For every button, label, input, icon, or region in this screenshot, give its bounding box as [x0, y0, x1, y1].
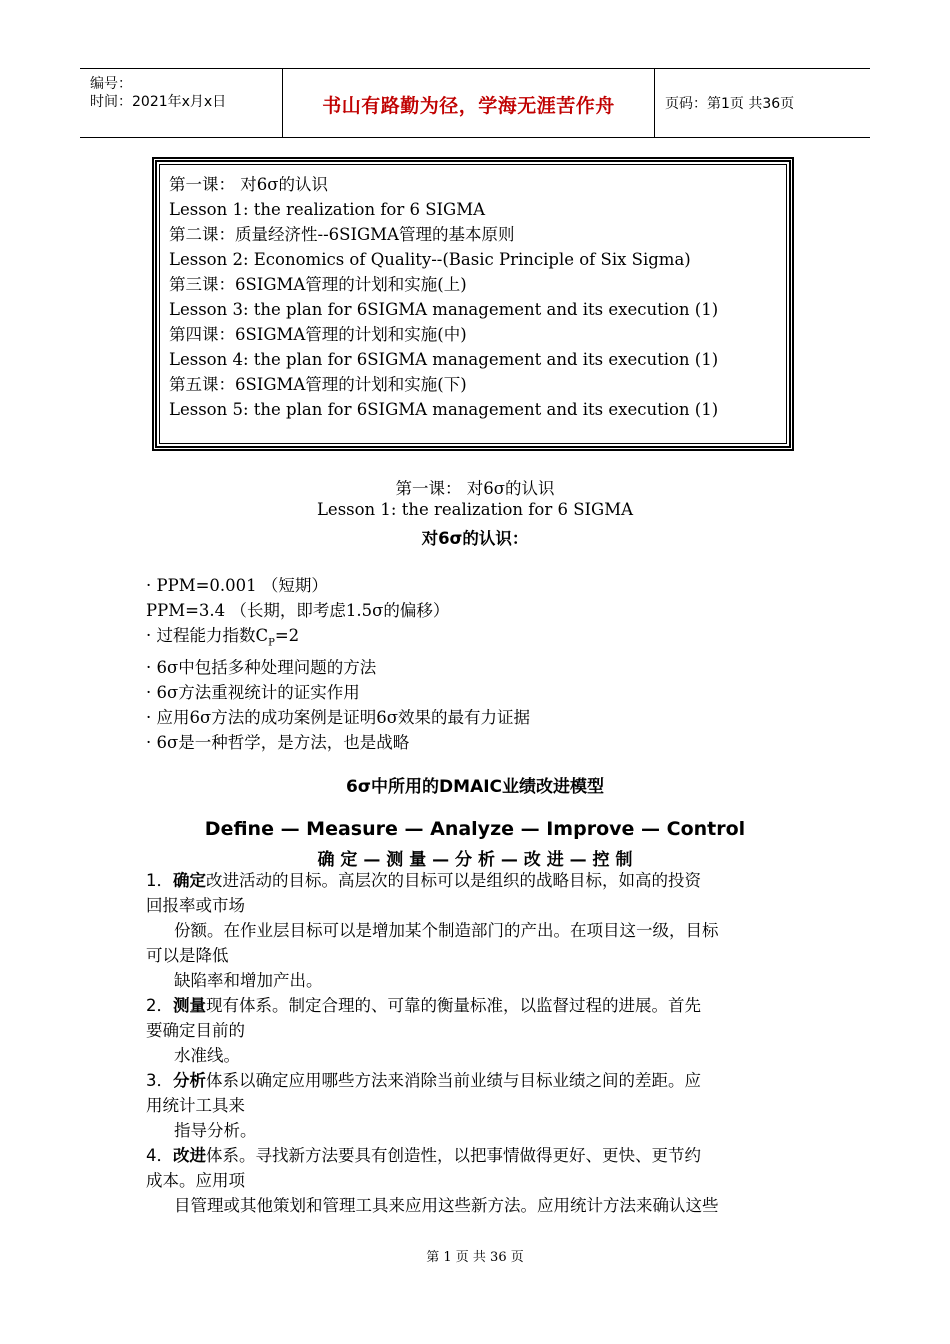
header-page-cell — [655, 69, 870, 137]
cp-value: =2 — [274, 626, 300, 645]
list-item: · 6σ方法重视统计的证实作用 — [146, 683, 360, 703]
lesson-list-box — [152, 157, 794, 451]
step-keyword: 分析 — [173, 1071, 206, 1090]
step-number: 4． — [146, 1146, 173, 1165]
list-item: · 6σ是一种哲学，是方法，也是战略 — [146, 733, 410, 753]
dmaic-steps — [146, 868, 810, 1218]
motto: 书山有路勤为径，学海无涯苦作舟 — [322, 95, 615, 117]
step-define — [146, 868, 810, 993]
step-number: 1． — [146, 871, 173, 890]
page-header — [80, 68, 870, 138]
step-text: 改进活动的目标。高层次的目标可以是组织的战略目标，如高的投资 — [206, 871, 701, 890]
lesson-list-item: 第一课： 对6σ的认识 — [169, 175, 329, 194]
lesson-title-cn: 第一课： 对6σ的认识 — [395, 479, 555, 498]
step-keyword: 改进 — [173, 1146, 206, 1165]
lesson-list-item: 第五课：6SIGMA管理的计划和实施(下) — [169, 375, 467, 394]
step-text: 份额。在作业层目标可以是增加某个制造部门的产出。在项目这一级，目标 — [174, 921, 719, 940]
lesson-list-item: 第三课：6SIGMA管理的计划和实施(上) — [169, 275, 467, 294]
step-text: 回报率或市场 — [146, 896, 245, 915]
step-text: 水准线。 — [174, 1046, 240, 1065]
page-footer: 第 1 页 共 36 页 — [426, 1250, 524, 1265]
step-text: 可以是降低 — [146, 946, 229, 965]
lesson-list-item: Lesson 5: the plan for 6SIGMA management and its execution (1) — [169, 400, 719, 419]
key-points-list — [146, 573, 530, 755]
step-measure — [146, 993, 810, 1068]
step-keyword: 测量 — [173, 996, 206, 1015]
cp-subscript: P — [268, 637, 275, 649]
dmaic-chinese: 确 定 — 测 量 — 分 析 — 改 进 — 控 制 — [317, 850, 633, 870]
step-text: 体系以确定应用哪些方法来消除当前业绩与目标业绩之间的差距。应 — [206, 1071, 701, 1090]
step-text: 成本。应用项 — [146, 1171, 245, 1190]
lesson-list-item: Lesson 3: the plan for 6SIGMA management and its execution (1) — [169, 300, 719, 319]
lesson-title-en: Lesson 1: the realization for 6 SIGMA — [316, 500, 634, 519]
lesson-list-item: Lesson 1: the realization for 6 SIGMA — [169, 200, 486, 219]
lesson-list-item: Lesson 2: Economics of Quality--(Basic Principle of Six Sigma) — [169, 250, 691, 269]
list-item: PPM=3.4 （长期，即考虑1.5σ的偏移） — [146, 601, 450, 620]
step-number: 2． — [146, 996, 173, 1015]
step-number: 3． — [146, 1071, 173, 1090]
step-text: 缺陷率和增加产出。 — [174, 971, 323, 990]
page-count: 页码：第1页 共36页 — [665, 96, 795, 112]
dmaic-english: Define — Measure — Analyze — Improve — Control — [204, 818, 746, 840]
cp-label: · 过程能力指数C — [146, 626, 269, 645]
step-text: 目管理或其他策划和管理工具来应用这些新方法。应用统计方法来确认这些 — [174, 1196, 719, 1215]
dmaic-heading: 6σ中所用的DMAIC业绩改进模型 — [345, 777, 605, 797]
lesson-list — [169, 172, 718, 422]
step-text: 指导分析。 — [174, 1121, 257, 1140]
number-label: 编号： — [90, 76, 132, 92]
list-item: · 应用6σ方法的成功案例是证明6σ效果的最有力证据 — [146, 708, 531, 728]
list-item: · 6σ中包括多种处理问题的方法 — [146, 658, 377, 678]
lesson-list-item: 第四课：6SIGMA管理的计划和实施(中) — [169, 325, 467, 344]
header-motto-cell — [283, 69, 655, 137]
step-keyword: 确定 — [173, 871, 206, 890]
time-label: 时间：2021年x月x日 — [90, 94, 227, 110]
list-item — [146, 623, 530, 655]
step-improve — [146, 1143, 810, 1218]
list-item: · PPM=0.001 （短期） — [146, 576, 328, 595]
step-analyze — [146, 1068, 810, 1143]
header-meta-cell — [80, 69, 283, 137]
lesson-list-item: 第二课：质量经济性--6SIGMA管理的基本原则 — [169, 225, 515, 244]
lesson-list-item: Lesson 4: the plan for 6SIGMA management and its execution (1) — [169, 350, 719, 369]
step-text: 体系。寻找新方法要具有创造性，以把事情做得更好、更快、更节约 — [206, 1146, 701, 1165]
lesson-subtitle: 对6σ的认识： — [421, 529, 529, 548]
step-text: 用统计工具来 — [146, 1096, 245, 1115]
step-text: 现有体系。制定合理的、可靠的衡量标准，以监督过程的进展。首先 — [206, 996, 701, 1015]
step-text: 要确定目前的 — [146, 1021, 245, 1040]
